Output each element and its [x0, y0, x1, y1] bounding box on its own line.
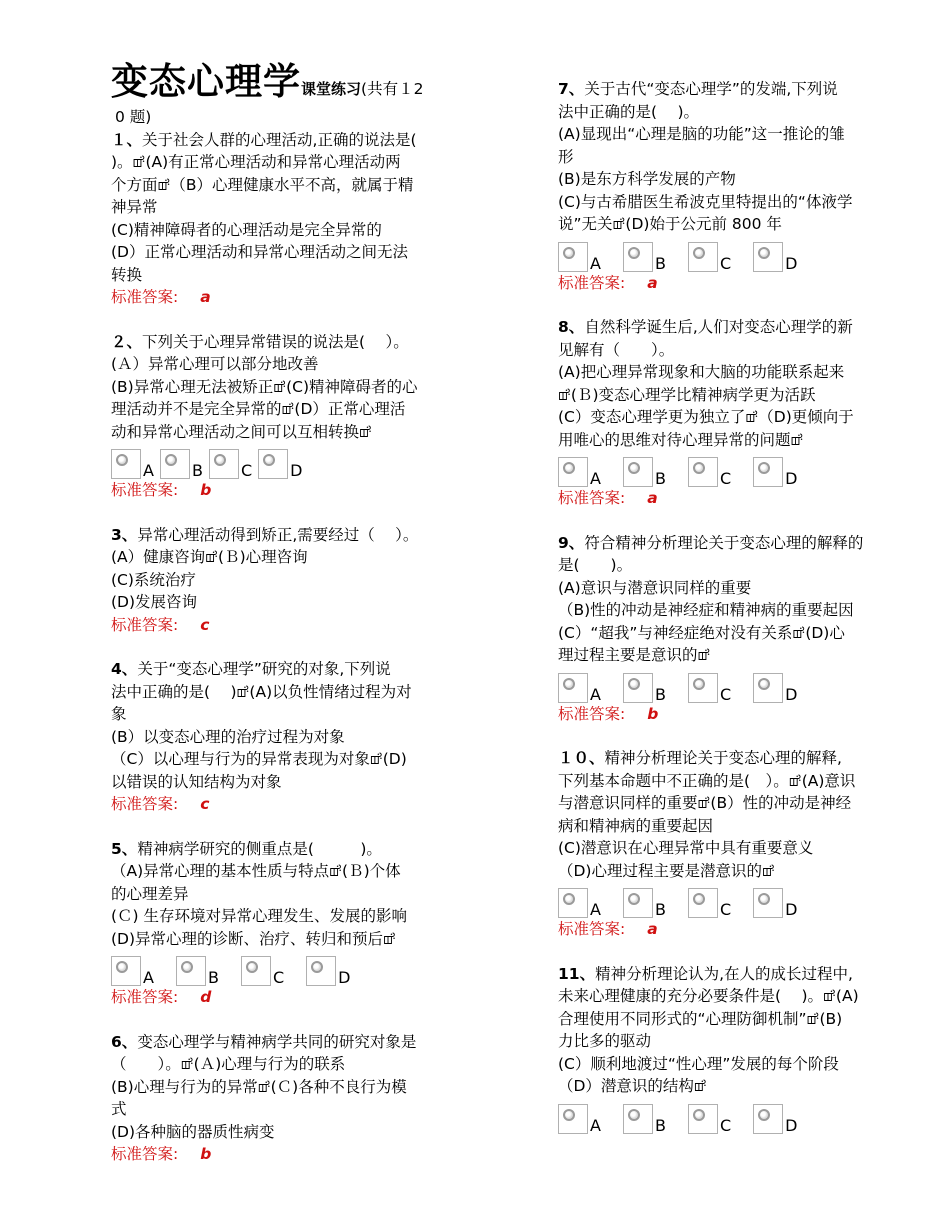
- choice-label: D: [290, 461, 303, 480]
- radio-button-icon[interactable]: [263, 454, 275, 466]
- choice-a[interactable]: [558, 1104, 623, 1134]
- question-right-2: [558, 532, 898, 748]
- radio-box[interactable]: [623, 1104, 653, 1134]
- question-line: 式: [111, 1100, 127, 1118]
- answer-label: 标准答案:: [558, 704, 626, 723]
- question-line: 个方面ꕡ（B）心理健康水平不高，就属于精: [111, 175, 414, 194]
- radio-box[interactable]: [753, 673, 783, 703]
- choice-label: D: [785, 900, 798, 919]
- question-text: 精神分析理论认为,在人的成长过程中,: [595, 964, 853, 983]
- question-stem: [111, 1031, 451, 1054]
- question-text: 变态心理学与精神病学共同的研究对象是: [137, 1032, 417, 1051]
- radio-box[interactable]: [688, 888, 718, 918]
- question-stem: [111, 331, 451, 354]
- question-line: (D)各种脑的器质性病变: [111, 1122, 275, 1141]
- standard-answer: [558, 272, 898, 295]
- question-line: 合理使用不同形式的“心理防御机制”ꕡ(B): [558, 1009, 843, 1028]
- radio-box[interactable]: [753, 1104, 783, 1134]
- radio-button-icon[interactable]: [758, 462, 770, 474]
- question-number: 9: [558, 533, 569, 552]
- choice-label: B: [654, 469, 666, 488]
- answer-label: 标准答案:: [111, 288, 179, 306]
- choice-label: B: [654, 900, 666, 919]
- choice-label: D: [785, 684, 798, 704]
- answer-label: 标准答案:: [558, 489, 626, 507]
- question-text: 关于古代“变态心理学”的发端,下列说: [584, 80, 838, 98]
- radio-button-icon[interactable]: [693, 462, 705, 474]
- choice-b[interactable]: [623, 457, 688, 487]
- answer-label: 标准答案:: [111, 1145, 179, 1163]
- question-line: (D)异常心理的诊断、治疗、转归和预后ꕡ: [111, 929, 396, 948]
- question-sep: 、: [121, 660, 138, 678]
- radio-box[interactable]: [753, 888, 783, 918]
- radio-box[interactable]: [558, 888, 588, 918]
- choice-c[interactable]: [688, 242, 753, 272]
- radio-box[interactable]: [623, 242, 653, 272]
- spacer: [558, 294, 898, 316]
- choice-label: D: [785, 1115, 798, 1135]
- choice-label: C: [240, 461, 253, 480]
- choice-d[interactable]: [306, 956, 372, 986]
- radio-box[interactable]: [753, 457, 783, 487]
- choice-label: D: [338, 968, 351, 987]
- question-line: （ ）。ꕡ(Ａ)心理与行为的联系: [111, 1055, 346, 1073]
- question-line: 形: [558, 147, 574, 166]
- answer-value: b: [200, 1145, 212, 1163]
- answer-choices: [558, 453, 898, 487]
- radio-button-icon[interactable]: [693, 1109, 705, 1121]
- question-line: 下列基本命题中不正确的是( ）。ꕡ(A)意识: [558, 771, 856, 790]
- title-count: (共有１2: [361, 80, 424, 98]
- question-left-1: [111, 331, 451, 524]
- standard-answer: [558, 703, 898, 726]
- radio-box[interactable]: [688, 673, 718, 703]
- answer-choices: [558, 884, 898, 918]
- question-line: 转换: [111, 265, 143, 284]
- question-line: (C)系统治疗: [111, 570, 196, 589]
- choice-a[interactable]: [558, 457, 623, 487]
- question-line: (B)异常心理无法被矫正ꕡ(C)精神障碍者的心: [111, 377, 418, 396]
- radio-box[interactable]: [623, 673, 653, 703]
- answer-choices: [111, 952, 451, 986]
- radio-button-icon[interactable]: [758, 678, 770, 690]
- question-right-0: [558, 78, 898, 316]
- answer-value: a: [647, 920, 658, 938]
- question-sep: 、: [126, 332, 143, 351]
- radio-button-icon[interactable]: [628, 247, 640, 259]
- question-line: (D）正常心理活动和异常心理活动之间无法: [111, 243, 408, 261]
- choice-d[interactable]: [753, 242, 819, 272]
- radio-box[interactable]: [111, 956, 141, 986]
- spacer: [558, 725, 898, 747]
- question-number: 8: [558, 318, 569, 336]
- choice-label: D: [785, 469, 798, 488]
- choice-b[interactable]: [160, 449, 209, 479]
- choice-d[interactable]: [258, 449, 308, 479]
- choice-label: C: [719, 253, 732, 273]
- radio-box[interactable]: [209, 449, 239, 479]
- question-line: 与潜意识同样的重要ꕡ(B）性的冲动是神经: [558, 794, 852, 812]
- question-left-5: [111, 1031, 451, 1166]
- question-line: (Ａ）异常心理可以部分地改善: [111, 355, 319, 373]
- question-text: 精神病学研究的侧重点是( )。: [137, 839, 382, 858]
- choice-a[interactable]: [111, 956, 176, 986]
- answer-value: b: [200, 481, 212, 499]
- question-line: 动和异常心理活动之间可以互相转换ꕡ: [111, 422, 372, 441]
- spacer: [558, 941, 898, 963]
- question-line: （A)异常心理的基本性质与特点ꕡ(Ｂ)个体: [111, 862, 401, 880]
- radio-button-icon[interactable]: [563, 893, 575, 905]
- question-line: (D)发展咨询: [111, 593, 198, 611]
- radio-box[interactable]: [111, 449, 141, 479]
- choice-label: B: [654, 684, 666, 704]
- question-line: 以错误的认知结构为对象: [111, 772, 282, 791]
- radio-button-icon[interactable]: [758, 247, 770, 259]
- question-text: 自然科学诞生后,人们对变态心理学的新: [584, 318, 853, 336]
- question-left-2: [111, 524, 451, 659]
- radio-box[interactable]: [688, 242, 718, 272]
- question-line: 见解有（ ）。: [558, 340, 675, 359]
- choice-d[interactable]: [753, 673, 819, 703]
- question-number: 3: [111, 525, 122, 544]
- radio-button-icon[interactable]: [563, 462, 575, 474]
- radio-button-icon[interactable]: [563, 247, 575, 259]
- choice-c[interactable]: [688, 673, 753, 703]
- radio-button-icon[interactable]: [116, 454, 128, 466]
- radio-button-icon[interactable]: [693, 247, 705, 259]
- standard-answer: [111, 793, 451, 816]
- standard-answer: [111, 479, 451, 502]
- spacer: [111, 1009, 451, 1031]
- choice-c[interactable]: [241, 956, 306, 986]
- question-line: 未来心理健康的充分必要条件是( )。ꕡ(A): [558, 987, 859, 1005]
- choice-label: B: [191, 461, 203, 480]
- question-sep: 、: [589, 749, 605, 767]
- question-stem: [558, 78, 898, 101]
- question-stem: [111, 838, 451, 861]
- question-number: 7: [558, 80, 569, 98]
- question-line: (A）健康咨询ꕡ(Ｂ)心理咨询: [111, 548, 308, 566]
- radio-button-icon[interactable]: [563, 1109, 575, 1121]
- title-sub: 课堂练习: [301, 80, 362, 98]
- question-line: （C）以心理与行为的异常表现为对象ꕡ(D): [111, 750, 407, 768]
- question-text: 异常心理活动得到矫正,需要经过（ ）。: [137, 525, 419, 544]
- radio-button-icon[interactable]: [311, 961, 323, 973]
- radio-button-icon[interactable]: [628, 462, 640, 474]
- radio-box[interactable]: [688, 1104, 718, 1134]
- question-line: 力比多的驱动: [558, 1032, 652, 1050]
- question-line: (A)把心理异常现象和大脑的功能联系起来: [558, 363, 845, 381]
- question-line: (C)精神障碍者的心理活动是完全异常的: [111, 220, 382, 239]
- choice-c[interactable]: [209, 449, 258, 479]
- choice-label: A: [590, 900, 601, 919]
- choice-b[interactable]: [623, 673, 688, 703]
- choice-label: A: [143, 968, 154, 987]
- question-line: （D)心理过程主要是潜意识的ꕡ: [558, 861, 775, 880]
- question-right-3: [558, 747, 898, 963]
- answer-value: a: [200, 288, 211, 306]
- standard-answer: [111, 286, 451, 309]
- choice-a[interactable]: [558, 888, 623, 918]
- answer-label: 标准答案:: [111, 795, 179, 813]
- question-line: (C)潜意识在心理异常中具有重要意义: [558, 839, 814, 857]
- spacer: [111, 636, 451, 658]
- question-line: (A)意识与潜意识同样的重要: [558, 578, 752, 597]
- question-line: 法中正确的是( )。: [558, 102, 700, 121]
- question-sep: 、: [568, 533, 585, 552]
- question-line: (Ｃ) 生存环境对异常心理发生、发展的影响: [111, 907, 408, 925]
- radio-box[interactable]: [558, 242, 588, 272]
- answer-choices: [558, 238, 898, 272]
- answer-value: d: [200, 988, 212, 1006]
- standard-answer: [558, 918, 898, 941]
- radio-button-icon[interactable]: [214, 454, 226, 466]
- question-sep: 、: [121, 525, 138, 544]
- choice-label: B: [654, 253, 666, 273]
- document-title: [111, 58, 451, 106]
- radio-button-icon[interactable]: [116, 961, 128, 973]
- answer-choices: [558, 1100, 898, 1134]
- choice-a[interactable]: [111, 449, 160, 479]
- question-line: (C)与古希腊医生希波克里特提出的“体液学: [558, 192, 853, 211]
- answer-label: 标准答案:: [558, 273, 626, 292]
- choice-label: C: [719, 900, 732, 919]
- question-number: ２: [111, 332, 127, 351]
- title-count-cont: 0 题): [115, 108, 152, 126]
- question-sep: 、: [121, 839, 138, 858]
- radio-box[interactable]: [623, 457, 653, 487]
- question-stem: [558, 316, 898, 339]
- question-line: 的心理差异: [111, 884, 189, 903]
- question-line: 理过程主要是意识的ꕡ: [558, 646, 711, 664]
- radio-button-icon[interactable]: [628, 1109, 640, 1121]
- question-text: 精神分析理论关于变态心理的解释,: [604, 749, 842, 767]
- right-column: [558, 78, 898, 1134]
- choice-label: A: [590, 469, 601, 488]
- question-line: (A)显现出“心理是脑的功能”这一推论的雏: [558, 125, 845, 143]
- radio-button-icon[interactable]: [758, 1109, 770, 1121]
- question-line: 病和精神病的重要起因: [558, 816, 714, 835]
- answer-label: 标准答案:: [558, 920, 626, 938]
- spacer: [111, 309, 451, 331]
- question-list-left: [111, 129, 451, 1166]
- radio-button-icon[interactable]: [246, 961, 258, 973]
- answer-value: b: [647, 704, 659, 723]
- radio-button-icon[interactable]: [181, 961, 193, 973]
- answer-value: a: [647, 273, 658, 292]
- answer-label: 标准答案:: [111, 481, 179, 499]
- question-line: (B)心理与行为的异常ꕡ(Ｃ)各种不良行为模: [111, 1077, 407, 1096]
- spacer: [111, 502, 451, 524]
- question-line: (C）“超我”与神经症绝对没有关系ꕡ(D)心: [558, 623, 845, 642]
- question-sep: 、: [579, 964, 596, 983]
- answer-value: a: [647, 489, 658, 507]
- choice-label: A: [143, 461, 154, 480]
- choice-b[interactable]: [176, 956, 241, 986]
- choice-a[interactable]: [558, 242, 623, 272]
- radio-button-icon[interactable]: [563, 678, 575, 690]
- answer-value: c: [200, 615, 210, 634]
- choice-label: C: [719, 684, 732, 704]
- question-sep: 、: [126, 130, 143, 149]
- choice-d[interactable]: [753, 888, 819, 918]
- question-stem: [111, 524, 451, 547]
- answer-value: c: [200, 795, 210, 813]
- question-line: (C）顺利地渡过“性心理”发展的每个阶段: [558, 1054, 839, 1073]
- choice-label: A: [590, 1115, 601, 1135]
- radio-box[interactable]: [558, 457, 588, 487]
- left-column: [111, 58, 451, 1166]
- question-left-0: [111, 129, 451, 331]
- question-line: (C）变态心理学更为独立了ꕡ（D)更倾向于: [558, 408, 854, 426]
- question-text: 下列关于心理异常错误的说法是( ）。: [142, 332, 409, 351]
- question-line: 法中正确的是( )ꕡ(A)以负性情绪过程为对: [111, 682, 412, 701]
- question-sep: 、: [568, 80, 585, 98]
- question-line: 说”无关ꕡ(D)始于公元前 800 年: [558, 215, 782, 233]
- question-stem: [111, 129, 451, 152]
- question-left-4: [111, 838, 451, 1031]
- question-number: 11: [558, 964, 580, 983]
- answer-choices: [111, 445, 451, 479]
- question-left-3: [111, 658, 451, 838]
- choice-c[interactable]: [688, 1104, 753, 1134]
- choice-b[interactable]: [623, 888, 688, 918]
- choice-label: C: [719, 1115, 732, 1135]
- radio-button-icon[interactable]: [165, 454, 177, 466]
- question-line: (B）以变态心理的治疗过程为对象: [111, 727, 345, 746]
- choice-a[interactable]: [558, 673, 623, 703]
- radio-button-icon[interactable]: [693, 893, 705, 905]
- radio-box[interactable]: [558, 1104, 588, 1134]
- spacer: [558, 510, 898, 532]
- choice-label: A: [590, 253, 601, 273]
- standard-answer: [558, 487, 898, 510]
- question-line: （B)性的冲动是神经症和精神病的重要起因: [558, 601, 854, 619]
- question-number: 5: [111, 839, 122, 858]
- choice-c[interactable]: [688, 457, 753, 487]
- question-line: 理活动并不是完全异常的ꕡ(D）正常心理活: [111, 400, 406, 418]
- question-number: 6: [111, 1032, 122, 1051]
- question-line: 神异常: [111, 198, 158, 216]
- choice-b[interactable]: [623, 1104, 688, 1134]
- choice-label: D: [785, 253, 798, 273]
- radio-box[interactable]: [241, 956, 271, 986]
- question-line: 用唯心的思维对待心理异常的问题ꕡ: [558, 430, 804, 449]
- standard-answer: [111, 986, 451, 1009]
- question-stem: [558, 747, 898, 770]
- question-stem: [558, 532, 898, 555]
- radio-box[interactable]: [688, 457, 718, 487]
- question-number: １０: [558, 749, 590, 767]
- question-list-right: [558, 78, 898, 1134]
- choice-label: C: [272, 968, 285, 987]
- standard-answer: [111, 1143, 451, 1166]
- question-number: １: [111, 130, 127, 149]
- radio-box[interactable]: [258, 449, 288, 479]
- question-line: (B)是东方科学发展的产物: [558, 170, 736, 188]
- answer-choices: [558, 669, 898, 703]
- radio-box[interactable]: [160, 449, 190, 479]
- question-text: 符合精神分析理论关于变态心理的解释的: [584, 533, 864, 552]
- question-line: 象: [111, 705, 127, 723]
- standard-answer: [111, 614, 451, 637]
- question-line: 是( )。: [558, 556, 633, 574]
- question-sep: 、: [121, 1032, 138, 1051]
- question-stem: [558, 963, 898, 986]
- question-number: 4: [111, 660, 122, 678]
- answer-label: 标准答案:: [111, 988, 179, 1006]
- radio-box[interactable]: [306, 956, 336, 986]
- question-right-1: [558, 316, 898, 532]
- question-text: 关于“变态心理学”研究的对象,下列说: [137, 660, 391, 678]
- question-line: （D）潜意识的结构ꕡ: [558, 1077, 707, 1095]
- question-text: 关于社会人群的心理活动,正确的说法是(: [142, 130, 417, 149]
- choice-c[interactable]: [688, 888, 753, 918]
- radio-box[interactable]: [558, 673, 588, 703]
- choice-label: A: [590, 684, 601, 704]
- question-stem: [111, 658, 451, 681]
- answer-label: 标准答案:: [111, 615, 179, 634]
- title-main: 变态心理学: [111, 60, 301, 103]
- question-sep: 、: [568, 318, 585, 336]
- question-line: ꕡ(Ｂ)变态心理学比精神病学更为活跃: [558, 385, 816, 404]
- radio-button-icon[interactable]: [758, 893, 770, 905]
- question-right-4: [558, 963, 898, 1134]
- spacer: [111, 816, 451, 838]
- radio-box[interactable]: [623, 888, 653, 918]
- choice-d[interactable]: [753, 1104, 819, 1134]
- radio-button-icon[interactable]: [628, 678, 640, 690]
- choice-label: C: [719, 469, 732, 488]
- radio-box[interactable]: [176, 956, 206, 986]
- choice-label: B: [207, 968, 219, 987]
- radio-box[interactable]: [753, 242, 783, 272]
- radio-button-icon[interactable]: [628, 893, 640, 905]
- choice-label: B: [654, 1115, 666, 1135]
- choice-b[interactable]: [623, 242, 688, 272]
- question-line: )。ꕡ(A)有正常心理活动和异常心理活动两: [111, 153, 401, 171]
- choice-d[interactable]: [753, 457, 819, 487]
- radio-button-icon[interactable]: [693, 678, 705, 690]
